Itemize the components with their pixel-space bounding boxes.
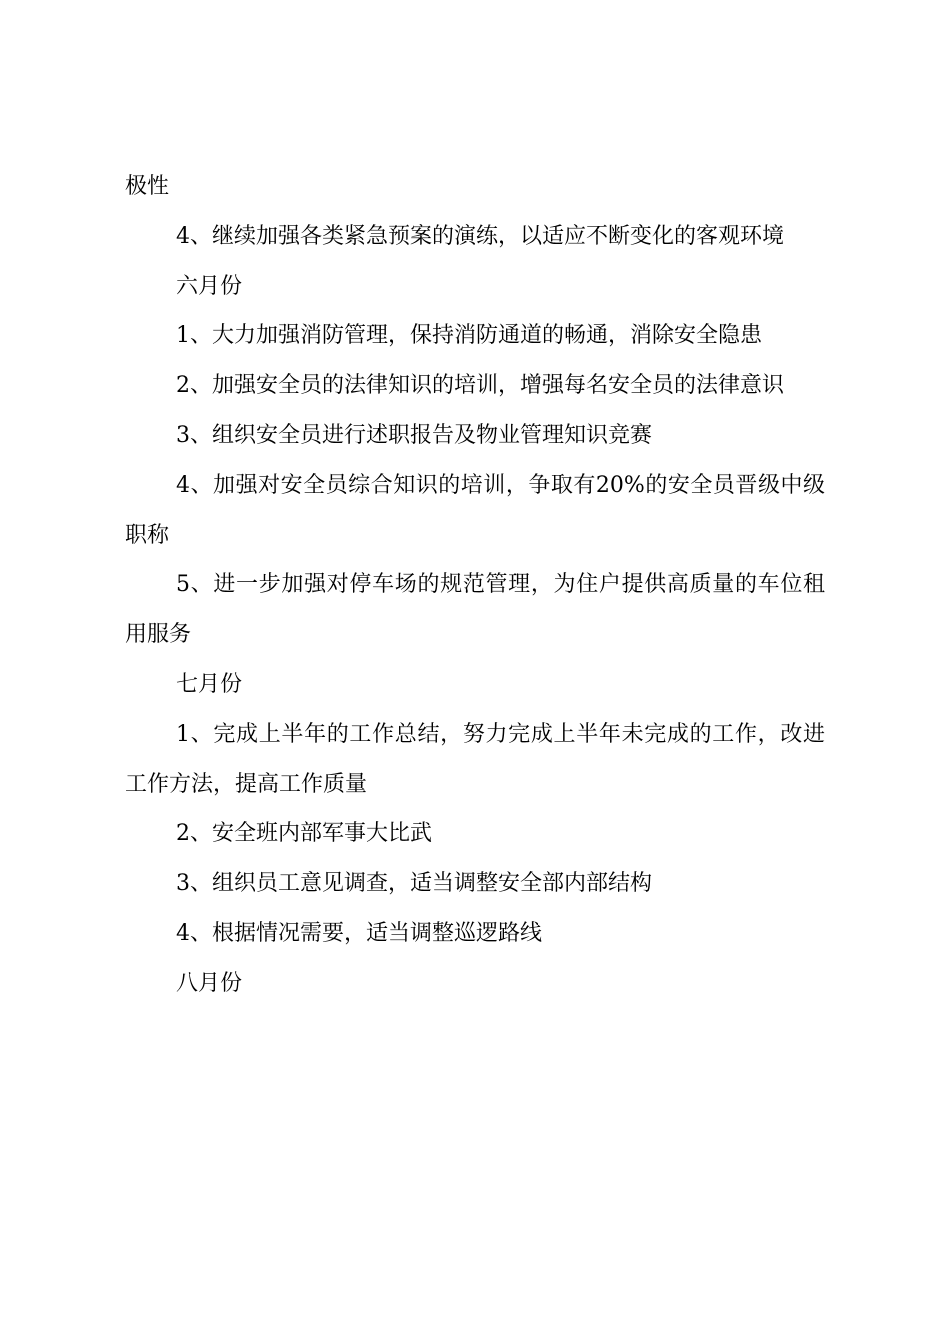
- section-heading-june: 六月份: [176, 273, 243, 299]
- paragraph-item: 1、大力加强消防管理，保持消防通道的畅通，消除安全隐患: [176, 323, 762, 349]
- paragraph-item: 4、继续加强各类紧急预案的演练，以适应不断变化的客观环境: [176, 223, 784, 249]
- paragraph-item: 1、完成上半年的工作总结，努力完成上半年未完成的工作，改进工作方法，提高工作质量: [125, 721, 825, 797]
- document-body: [125, 162, 825, 1009]
- paragraph-item: 3、组织安全员进行述职报告及物业管理知识竞赛: [176, 422, 652, 448]
- section-heading-august: 八月份: [176, 970, 243, 996]
- paragraph-continuation: 极性: [125, 174, 170, 199]
- section-heading-july: 七月份: [176, 671, 243, 697]
- paragraph-item: 4、根据情况需要，适当调整巡逻路线: [176, 920, 542, 946]
- paragraph-item: 2、加强安全员的法律知识的培训，增强每名安全员的法律意识: [176, 373, 784, 399]
- paragraph-item: 5、进一步加强对停车场的规范管理，为住户提供高质量的车位租用服务: [125, 572, 825, 648]
- paragraph-item: 3、组织员工意见调查，适当调整安全部内部结构: [176, 871, 652, 897]
- paragraph-item: 2、安全班内部军事大比武: [176, 821, 432, 847]
- paragraph-item: 4、加强对安全员综合知识的培训，争取有20%的安全员晋级中级职称: [125, 472, 825, 548]
